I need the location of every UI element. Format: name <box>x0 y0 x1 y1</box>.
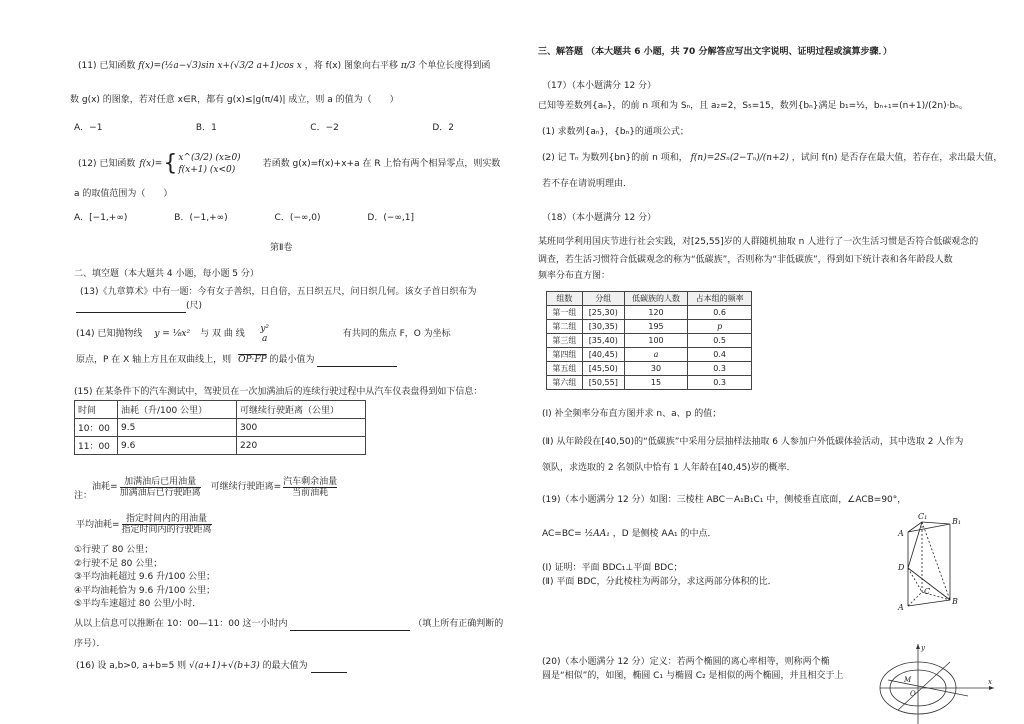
q15-avg <box>76 514 214 535</box>
table-cell: 195 <box>624 320 688 334</box>
table-cell: [25,30) <box>582 306 624 320</box>
table-cell: 220 <box>237 437 366 455</box>
q11-options <box>74 122 454 134</box>
q12-line2: a 的取值范围为（ ） <box>74 189 173 199</box>
q18-table <box>546 291 752 390</box>
table-header-row <box>547 292 752 306</box>
q11-formula: f(x)=(½a−√3)sin x+(√3/2 a+1)cos x <box>138 61 302 71</box>
q15-conclusion-c: 序号）． <box>74 639 106 649</box>
q12-intro: (12) 已知函数 <box>78 159 136 169</box>
q18-line1: 某班同学利用国庆节进行社会实践，对[25,55]岁的人群随机抽取 n 人进行了一次生活习惯是否符合低碳观念的 <box>538 237 979 247</box>
q15-avg-num: 指定时间内的用油量 <box>122 514 212 525</box>
q15-range-label: 可继续行驶距离= <box>210 482 282 492</box>
table-header-cell: 时间 <box>75 401 118 419</box>
table-row <box>547 306 752 320</box>
q15-note <box>74 472 339 502</box>
q11-option-b: B．1 <box>195 123 217 133</box>
q14-line1 <box>76 324 451 344</box>
answer-blank <box>311 660 347 673</box>
table-cell: 0.3 <box>688 376 752 390</box>
q19-text-a: AC=BC= <box>542 529 582 539</box>
q11-text-c: 个单位长度得到函 <box>418 61 491 71</box>
q15-conclusion-b: （填上所有正确判断的 <box>413 619 504 629</box>
q12-options <box>74 212 414 224</box>
q14-text-b: 与 双 曲 线 <box>200 329 245 339</box>
table-cell: 第三组 <box>547 334 583 348</box>
label-y: y <box>921 644 925 652</box>
q15-table <box>74 400 366 455</box>
label-b1: B₁ <box>952 517 962 526</box>
table-row <box>547 376 752 390</box>
q18-head: （18）（本小题满分 12 分） <box>542 213 657 223</box>
q12-option-b: B．(−1,+∞) <box>174 213 228 223</box>
brace-icon: { <box>163 151 178 176</box>
table-cell: a <box>624 348 688 362</box>
table-cell: 30 <box>624 362 688 376</box>
x-axis-arrow-icon <box>989 686 994 690</box>
q15-range-num: 汽车剩余油量 <box>283 476 338 487</box>
answer-blank <box>317 354 397 367</box>
q17-sub1: (1) 求数列{aₙ}，{bₙ}的通项公式； <box>542 127 689 137</box>
q17-formula: f(n)=2Sₙ(2−Tₙ)/(n+2) <box>690 153 789 163</box>
list-item: ②行驶不足 80 公里； <box>74 558 163 569</box>
q14-hyperbola <box>259 324 271 344</box>
q17-head: （17）（本小题满分 12 分） <box>542 81 657 91</box>
q17-sub2-c: 若不存在请说明理由． <box>542 179 633 189</box>
q14-intro: (14) 已知抛物线 <box>76 329 143 339</box>
label-b: B <box>952 597 958 606</box>
answer-blank <box>76 300 186 313</box>
list-item: ①行驶了 80 公里； <box>74 545 154 555</box>
table-cell: 300 <box>237 419 366 437</box>
table-row <box>547 334 752 348</box>
table-cell: [50,55] <box>582 376 624 390</box>
q18-line2: 调查，若生活习惯符合低碳观念的称为“低碳族”，否则称为“非低碳族”，得到如下统计表和各年龄段人数 <box>538 255 953 265</box>
q16-text-b: 的最大值为 <box>262 661 308 671</box>
q17-sub2-b: ，试问 f(n) 是否存在最大值，若存在，求出最大值， <box>791 153 1003 163</box>
table-cell: 0.3 <box>688 362 752 376</box>
q18-line3: 频率分布直方图： <box>538 271 611 281</box>
table-cell: 11：00 <box>75 437 118 455</box>
table-cell: 0.5 <box>688 334 752 348</box>
q20-line1: (20)（本小题满分 12 分）定义：若两个椭圆的离心率相等，则称两个椭 <box>542 657 830 667</box>
q14-hyper-den: a <box>262 334 268 344</box>
q15-note-label: 注： <box>74 491 93 501</box>
label-a1: A <box>898 529 904 538</box>
q16-expression: √(a+1)+√(b+3) <box>189 661 260 671</box>
q12-text-b: 若函数 g(x)=f(x)+x+a 在 R 上恰有两个相异零点，则实数 <box>262 159 501 169</box>
q12-line1: (12) 已知函数 f(x)= { x^(3/2) (x≥0) f(x+1) (x<0) 若函数 g(x)=f(x)+x+a 在 R 上恰有两个相异零点，则实数 <box>78 151 501 176</box>
section2-heading: 二、填空题（本大题共 4 小题，每小题 5 分） <box>74 269 259 279</box>
y-axis-arrow-icon <box>916 644 920 649</box>
q17-sub2 <box>542 152 1002 164</box>
q11-intro: (11) 已知函数 <box>78 61 136 71</box>
table-header-cell: 可继续行驶距离（公里） <box>237 401 366 419</box>
q14-text-d: 的最小值为 <box>269 355 315 365</box>
table-cell: 9.5 <box>118 419 237 437</box>
table-cell: 0.6 <box>688 306 752 320</box>
list-item: ④平均油耗恰为 9.6 升/100 公里； <box>74 585 216 596</box>
q15-fuel-den: 加满油后已行驶距离 <box>119 487 201 498</box>
label-a: A <box>898 603 904 612</box>
q19-line1: (19)（本小题满分 12 分）如图：三棱柱 ABC－A₁B₁C₁ 中，侧棱垂直底面，∠ACB=90°， <box>542 495 907 505</box>
q15-items <box>74 544 215 612</box>
q17-line1: 已知等差数列{aₙ}，的前 n 项和为 Sₙ，且 a₂=2，S₅=15，数列{bₙ}满足 b₁=½，bₙ₊₁=(n+1)/(2n)·bₙ。 <box>538 101 968 111</box>
q19-sub1: (Ⅰ) 证明：平面 BDC₁⊥平面 BDC； <box>542 563 683 573</box>
table-cell: [35,40) <box>582 334 624 348</box>
q15-avg-den: 指定时间内的行驶距离 <box>121 525 212 535</box>
table-cell: p <box>688 320 752 334</box>
q11-option-d: D．2 <box>432 123 454 133</box>
q15-conclusion <box>74 618 503 631</box>
table-row <box>547 320 752 334</box>
table-header-row <box>75 401 366 419</box>
q18-sub2a: (Ⅱ) 从年龄段在[40,50)的“低碳族”中采用分层抽样法抽取 6 人参加户外低碳体验活动，其中选取 2 人作为 <box>542 437 964 447</box>
q19-formula: ½AA₁ <box>584 529 610 539</box>
q12-option-a: A．[−1,+∞) <box>74 213 128 223</box>
q15-avg-label: 平均油耗= <box>76 519 120 530</box>
ellipse-figure <box>878 640 998 724</box>
table-cell: 第四组 <box>547 348 583 362</box>
q12-piece1: x^(3/2) (x≥0) <box>178 153 241 163</box>
q13-line1: (13)《九章算术》中有一题：今有女子善织，日自倍，五日织五尺，问日织几何。该女子首日织布为 <box>80 287 477 297</box>
q15-avg-fraction <box>122 514 212 535</box>
q20-line2: 圆是“相似”的，如图，椭圆 C₁ 与椭圆 C₂ 是相似的两个椭圆，并且相交于上 <box>542 671 844 681</box>
q15-intro: (15) 在某条件下的汽车测试中，驾驶员在一次加满油后的连续行驶过程中从汽车仪表盘得到如下信息： <box>74 387 483 397</box>
section3-heading: 三、解答题 （本大题共 6 小题，共 70 分解答应写出文字说明、证明过程或演算步骤．） <box>538 47 892 57</box>
q15-fuel-fraction <box>120 477 201 498</box>
table-header-cell: 低碳族的人数 <box>624 292 688 306</box>
q14-hyper-num: y² <box>260 324 270 334</box>
q15-range-den: 当前油耗 <box>292 487 329 498</box>
label-d: D <box>898 563 905 572</box>
table-cell: [45,50) <box>582 362 624 376</box>
q19-line2 <box>542 528 716 540</box>
q13-unit: (尺) <box>186 301 203 311</box>
q19-sub2: (Ⅱ) 平面 BDC，分此棱柱为两部分，求这两部分体积的比． <box>542 577 777 587</box>
list-item: ⑤平均车速超过 80 公里/小时． <box>74 599 202 609</box>
q14-parabola: y = ⅛x² <box>154 329 191 339</box>
label-x: x <box>988 678 992 686</box>
table-row <box>75 419 366 437</box>
q15-fuel-label: 油耗= <box>92 482 118 492</box>
table-row <box>547 362 752 376</box>
q12-option-d: D．(−∞,1] <box>367 213 414 223</box>
prism-figure <box>888 510 978 620</box>
q16-line <box>76 660 347 673</box>
q13-answer <box>76 300 202 313</box>
q11-text-b: ，将 f(x) 图象向右平移 <box>304 61 398 71</box>
q14-text-c: 有共同的焦点 F，O 为坐标 <box>342 329 451 339</box>
q11-line2: 数 g(x) 的图象，若对任意 x∈R，都有 g(x)≤|g(π/4)| 成立，则 a 的值为（ ） <box>70 95 399 105</box>
q18-sub2b: 领队，求选取的 2 名领队中恰有 1 人年龄在[40,45)岁的概率． <box>542 463 796 473</box>
q16-text-a: (16) 设 a,b>0, a+b=5 则 <box>76 661 187 671</box>
q15-fuel-num: 加满油后已用油量 <box>120 477 201 488</box>
table-cell: 10：00 <box>75 419 118 437</box>
table-cell: 120 <box>624 306 688 320</box>
table-row <box>547 348 752 362</box>
table-header-cell: 分组 <box>582 292 624 306</box>
answer-blank <box>290 618 410 631</box>
part2-heading: 第Ⅱ卷 <box>270 243 293 253</box>
q11-option-a: A．−1 <box>74 123 103 133</box>
table-cell: 15 <box>624 376 688 390</box>
q17-sub2-a: (2) 记 Tₙ 为数列{bn}的前 n 项和， <box>542 153 688 163</box>
label-m: M <box>904 676 912 684</box>
q14-text: 原点，P 在 X 轴上方且在双曲线上，则 <box>76 355 232 365</box>
q12-piece2: f(x+1) (x<0) <box>178 165 236 175</box>
table-cell: [30,35) <box>582 320 624 334</box>
q12-option-c: C．(−∞,0) <box>274 213 321 223</box>
q15-conclusion-a: 从以上信息可以推断在 10：00—11：00 这一小时内 <box>74 619 288 629</box>
table-header-cell: 油耗（升/100 公里） <box>118 401 237 419</box>
list-item: ③平均油耗超过 9.6 升/100 公里； <box>74 572 216 582</box>
q15-range-fraction <box>283 477 337 498</box>
table-header-cell: 占本组的频率 <box>688 292 752 306</box>
table-cell: 第一组 <box>547 306 583 320</box>
label-o: O <box>910 690 916 698</box>
table-cell: 100 <box>624 334 688 348</box>
q11-shift: π/3 <box>400 61 416 71</box>
q11-option-c: C．−2 <box>310 123 339 133</box>
label-c1: C₁ <box>918 512 928 521</box>
table-cell: 0.4 <box>688 348 752 362</box>
q14-line2 <box>76 354 397 367</box>
label-c: C <box>924 587 931 596</box>
table-header-cell: 组数 <box>547 292 583 306</box>
table-cell: 第五组 <box>547 362 583 376</box>
q11-line1 <box>78 60 490 72</box>
table-cell: [40,45) <box>582 348 624 362</box>
q19-text-b: ，D 是侧棱 AA₁ 的中点． <box>612 529 717 539</box>
q12-piecewise <box>178 152 240 176</box>
q18-sub1: (Ⅰ) 补全频率分布直方图并求 n、a、p 的值； <box>542 409 722 419</box>
table-cell: 第六组 <box>547 376 583 390</box>
table-cell: 第二组 <box>547 320 583 334</box>
table-row <box>75 437 366 455</box>
q14-dot-product: OP·FP <box>238 355 267 365</box>
table-cell: 9.6 <box>118 437 237 455</box>
